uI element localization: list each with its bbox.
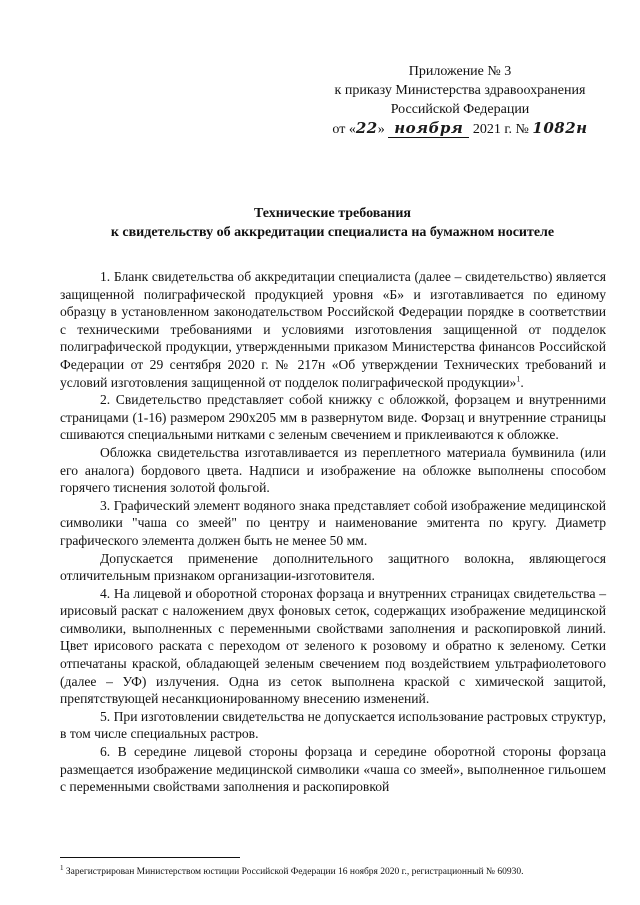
paragraph-4: 4. На лицевой и оборотной сторонах форзаца и внутренних страницах свидетельства – ирисовый раскат с наложением двух фоновых сеток, содержащих изображение медицинской символики, выполненных с переменными свойствами заполнения и раскопировкой линий. Цвет ирисового раската с переходом от зеленого к розовому и обратно к зеленому. Сетки отпечатаны краской, обладающей зеленым свечением под воздействием ультрафиолетового (далее – УФ) излучения. Одна из сеток выполнена краской с химической защитой, препятствующей несанкционированному внесению изменений. [60, 585, 606, 707]
title-line-2: к свидетельству об аккредитации специалиста на бумажном носителе [110, 225, 555, 240]
appendix-date-line: от «22» ноября 2021 г. № 1082н [332, 119, 588, 137]
paragraph-5: 5. При изготовлении свидетельства не допускается использование растровых структур, в том числе специальных растров. [60, 708, 606, 742]
paragraph-2-cover: Обложка свидетельства изготавливается из переплетного материала бумвинила (или его аналога) бордового цвета. Надписи и изображение на обложке выполнены способом горячего тиснения золотой фольгой. [60, 444, 606, 496]
paragraph-3: 3. Графический элемент водяного знака представляет собой изображение медицинской символики "чаша со змеей" по центру и наименование эмитента по кругу. Диаметр графического элемента должен быть не менее 50 мм. [60, 497, 606, 548]
appendix-number: Приложение № 3 [408, 64, 512, 79]
paragraph-6: 6. В середине лицевой стороны форзаца и середине оборотной стороны форзаца размещается изображение медицинской символики «чаша со змеей», выполненное гильошем с переменными свойствами заполнения и раскопировкой [60, 744, 606, 795]
handwritten-order-number: 1082н [532, 119, 588, 137]
footnote-ref: 1 [516, 374, 521, 384]
title-line-1: Технические требования [254, 206, 411, 221]
footnote-divider [60, 857, 240, 858]
appendix-order-ref: к приказу Министерства здравоохранения [334, 83, 586, 98]
paragraph-2: 2. Свидетельство представляет собой книжку с обложкой, форзацем и внутренними страницами (1-16) размером 290х205 мм в развернутом виде. Форзац и внутренние страницы сшиваются специальными нитками с зеленым свечением и приклеиваются к обложке. [60, 392, 606, 443]
paragraph-1: 1. Бланк свидетельства об аккредитации специалиста (далее – свидетельство) является защищенной полиграфической продукцией уровня «Б» и изготавливается по единому образцу в установленном законодательством Российской Федерации порядке в соответствии с техническими требованиями и условиями изготовления защищенной от подделок полиграфической продукции, утвержденными приказом Министерства финансов Российской Федерации от 29 сентября 2020 г. № 217н «Об утверждении Технических требований и условий изготовления защищенной от подделок полиграфической продукции»$^1$. [60, 269, 606, 390]
handwritten-month: ноября [388, 119, 469, 138]
document-title [60, 204, 605, 242]
document-body [60, 268, 606, 796]
appendix-country: Российской Федерации [390, 102, 530, 117]
appendix-header [300, 62, 620, 139]
footnote: $^1$ Зарегистрирован Министерством юстиции Российской Федерации 16 ноября 2020 г., регистрационный № 60930. [60, 864, 524, 878]
paragraph-3-fiber: Допускается применение дополнительного защитного волокна, являющегося отличительным признаком организации-изготовителя. [60, 550, 606, 584]
handwritten-day: 22 [355, 119, 378, 137]
